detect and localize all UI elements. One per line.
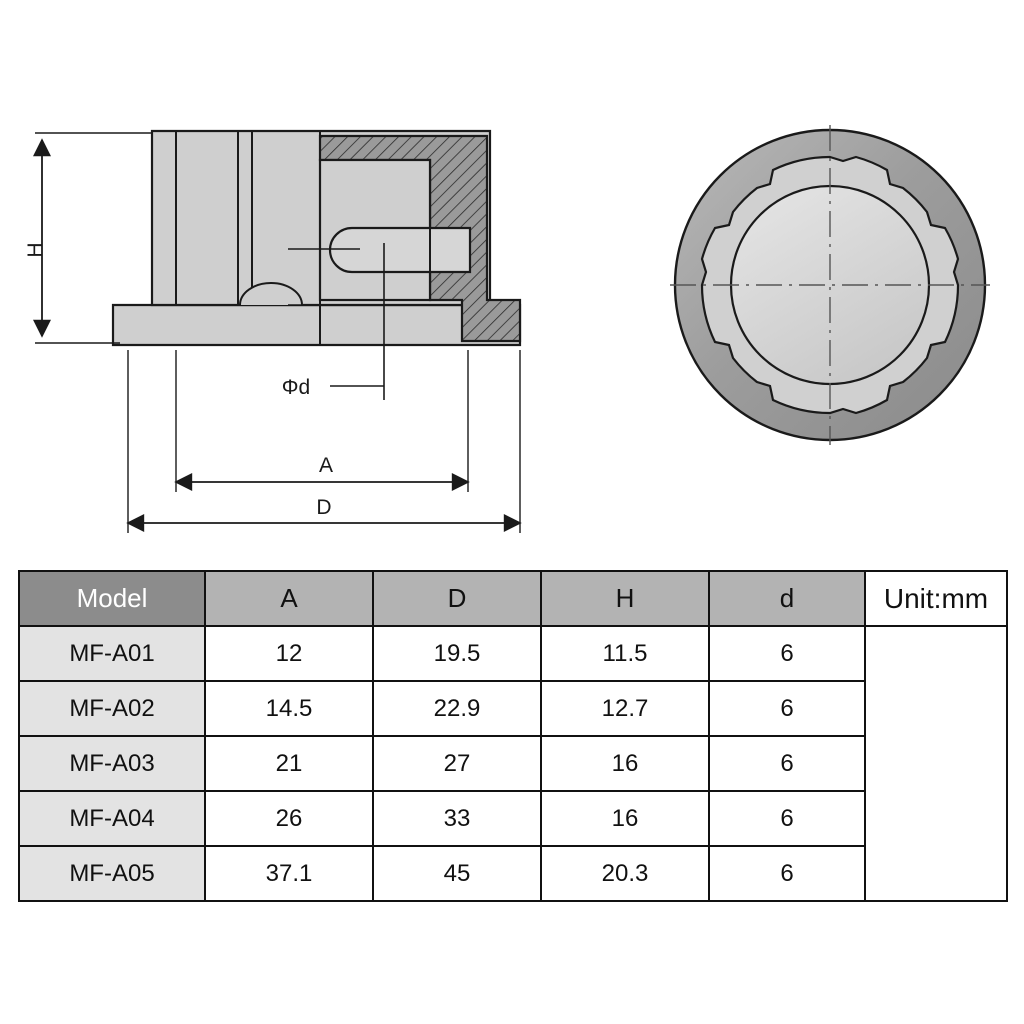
cell-d: 45 <box>373 846 541 901</box>
cell-d-small: 6 <box>709 736 865 791</box>
cell-h: 20.3 <box>541 846 709 901</box>
label-H: H <box>24 242 47 258</box>
table-header-row <box>19 571 1007 626</box>
cell-d: 33 <box>373 791 541 846</box>
cell-a: 12 <box>205 626 373 681</box>
unit-label: Unit:mm <box>865 571 1007 626</box>
col-header-model: Model <box>19 571 205 626</box>
col-header-d: D <box>373 571 541 626</box>
cell-a: 14.5 <box>205 681 373 736</box>
cell-model: MF-A02 <box>19 681 205 736</box>
cell-h: 16 <box>541 791 709 846</box>
col-header-a: A <box>205 571 373 626</box>
cell-d: 27 <box>373 736 541 791</box>
cell-model: MF-A04 <box>19 791 205 846</box>
cell-model: MF-A01 <box>19 626 205 681</box>
cell-h: 11.5 <box>541 626 709 681</box>
table-row <box>19 791 1007 846</box>
cell-a: 37.1 <box>205 846 373 901</box>
cell-model: MF-A03 <box>19 736 205 791</box>
cell-h: 16 <box>541 736 709 791</box>
top-view <box>670 125 990 445</box>
cell-a: 21 <box>205 736 373 791</box>
section-view <box>113 131 520 345</box>
table-row <box>19 736 1007 791</box>
cell-d: 19.5 <box>373 626 541 681</box>
table-row <box>19 846 1007 901</box>
label-phi-d: Φd <box>281 376 311 399</box>
label-A: A <box>318 454 334 477</box>
cell-d: 22.9 <box>373 681 541 736</box>
cell-d-small: 6 <box>709 791 865 846</box>
cell-d-small: 6 <box>709 626 865 681</box>
col-header-h: H <box>541 571 709 626</box>
label-D: D <box>316 496 332 519</box>
cell-model: MF-A05 <box>19 846 205 901</box>
dimension-table-wrapper <box>18 570 1006 902</box>
cell-h: 12.7 <box>541 681 709 736</box>
table-row <box>19 681 1007 736</box>
cell-d-small: 6 <box>709 681 865 736</box>
dimension-table <box>18 570 1008 902</box>
cell-d-small: 6 <box>709 846 865 901</box>
table-row <box>19 626 1007 681</box>
cell-a: 26 <box>205 791 373 846</box>
col-header-d-small: d <box>709 571 865 626</box>
